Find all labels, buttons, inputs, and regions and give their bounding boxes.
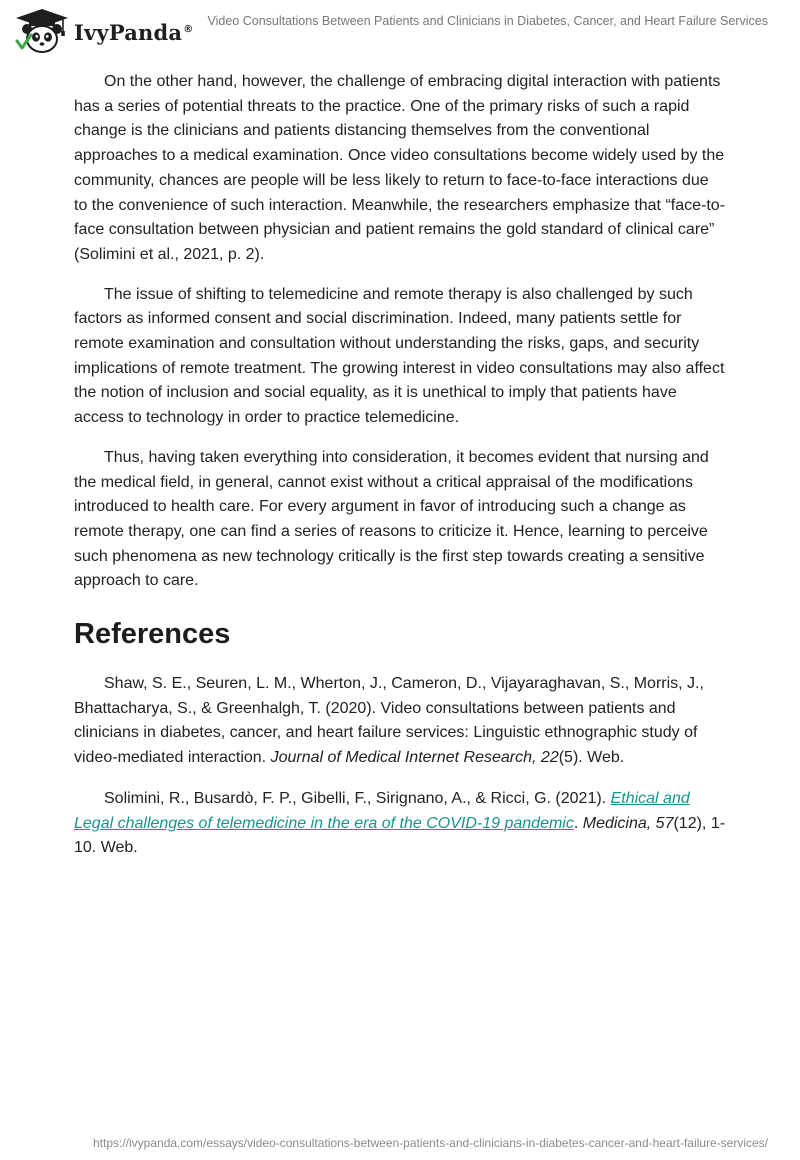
body-paragraph-3: Thus, having taken everything into consideration, it becomes evident that nursing and the medical field, in general, cannot exist without a critical appraisal of the modifications introduced to health care. For every argument in favor of introducing such a change as remote therapy, one can find a series of reasons to criticize it. Hence, learning to perceive such phenomena as new technology critically is the first step towards creating a sensitive approach to care. — [74, 448, 709, 590]
reference-item-solimini — [74, 787, 726, 861]
reference-tail: (5). Web. — [558, 749, 625, 767]
registered-mark: ® — [183, 23, 194, 35]
source-url: https://ivypanda.com/essays/video-consultations-between-patients-and-clinicians-in-diabetes-cancer-and-heart-failure-services/ — [93, 1136, 768, 1150]
panda-mortarboard-icon — [14, 8, 70, 54]
page-header — [0, 0, 800, 60]
essay-content — [74, 70, 726, 877]
brand-name: IvyPanda® — [74, 19, 194, 45]
reference-authors: Solimini, R., Busardò, F. P., Gibelli, F., Sirignano, A., & Ricci, G. (2021). — [104, 789, 611, 807]
reference-link[interactable]: Ethical and Legal challenges of telemedicine in the era of the COVID-19 pandemic — [74, 789, 690, 832]
reference-tail: (12), 1-10. Web. — [74, 814, 726, 857]
reference-separator: . — [573, 814, 583, 832]
document-title: Video Consultations Between Patients and Clinicians in Diabetes, Cancer, and Heart Failure Services — [207, 14, 768, 28]
reference-item-shaw — [74, 672, 726, 771]
body-paragraph-1: On the other hand, however, the challenge of embracing digital interaction with patients has a series of potential threats to the practice. One of the primary risks of such a rapid change is the clinicians and patients distancing themselves from the conventional approaches to a medical examination. Once video consultations become widely used by the community, chances are people will be less likely to return to face-to-face interactions due to the convenience of such interaction. Meanwhile, the researchers emphasize that “face-to-face consultation between physician and patient remains the gold standard of clinical care” (Solimini et al., 2021, p. 2). — [74, 73, 726, 263]
body-paragraph-2: The issue of shifting to telemedicine and remote therapy is also challenged by such factors as informed consent and social discrimination. Indeed, many patients settle for remote examination and consultation without understanding the risks, gaps, and security implications of remote treatment. The growing interest in video consultations may also affect the notion of inclusion and social equality, as it is unethical to imply that patients have access to technology in order to practice telemedicine. — [74, 285, 725, 427]
reference-journal: Medicina, 57 — [582, 814, 674, 832]
reference-authors: Shaw, S. E., Seuren, L. M., Wherton, J., Cameron, D., Vijayaraghavan, S., Morris, J., Bhattacharya, S., & Greenhalgh, T. (2020). Video consultations between patients and clinicians in diabetes, cancer, and heart failure services: Linguistic ethnographic study of video-mediated interaction. — [74, 675, 704, 767]
reference-journal: Journal of Medical Internet Research, 22 — [270, 749, 559, 767]
brand-logo[interactable] — [14, 8, 193, 54]
references-heading: References — [74, 618, 231, 651]
